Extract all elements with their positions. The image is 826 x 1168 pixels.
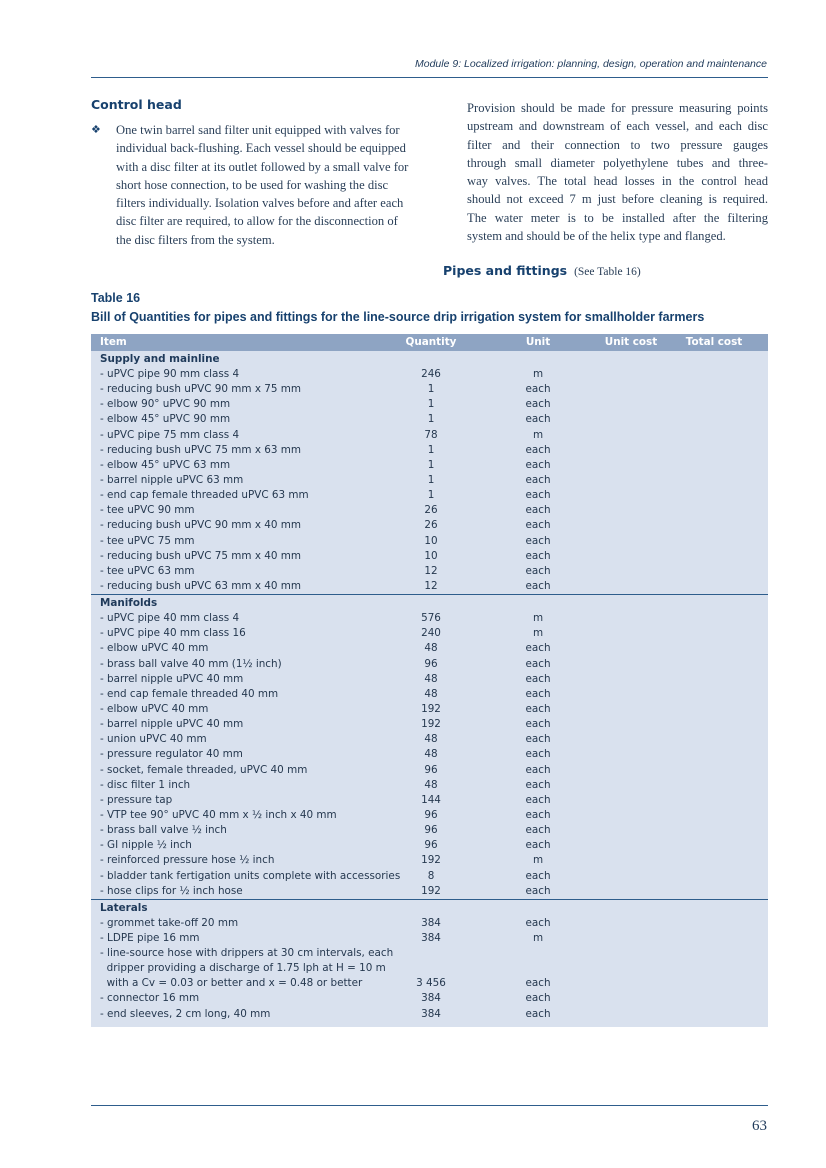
table-row [91,838,768,853]
table-row [91,778,768,793]
cell-unit: each [525,383,551,396]
cell-quantity: 10 [424,549,438,562]
cell-item: - end sleeves, 2 cm long, 40 mm [100,1007,271,1020]
table-row [91,853,768,868]
bullet-line: the disc filters from the system. [116,232,275,247]
cell-item: - bladder tank fertigation units complete with accessories [100,869,401,882]
table-row [91,397,768,412]
cell-item: dripper providing a discharge of 1.75 lph at H = 10 m [100,962,386,975]
table-row [91,657,768,672]
cell-unit: each [525,687,551,700]
cell-unit: each [525,839,551,852]
cell-item: - grommet take-off 20 mm [100,916,239,929]
table-header [91,334,768,351]
cell-item: - barrel nipple uPVC 63 mm [100,473,244,486]
cell-item: - reducing bush uPVC 75 mm x 63 mm [100,443,302,456]
table-row [91,412,768,427]
cell-item: - barrel nipple uPVC 40 mm [100,718,244,731]
cell-item: - line-source hose with drippers at 30 cm intervals, each [100,947,394,960]
cell-quantity: 240 [421,627,441,640]
cell-quantity: 78 [424,428,438,441]
cell-item: - uPVC pipe 75 mm class 4 [100,428,240,441]
cell-item: - reducing bush uPVC 90 mm x 40 mm [100,519,302,532]
pressure-measuring-paragraph [467,99,768,245]
cell-quantity: 384 [421,992,441,1005]
table-row [91,549,768,564]
diamond-bullet-icon: ❖ [91,124,101,136]
bullet-text [116,121,418,249]
cell-quantity: 26 [424,519,438,532]
cell-item: - hose clips for ½ inch hose [100,884,243,897]
bill-of-quantities-table [91,334,768,1027]
table-row [91,884,768,899]
section-title: Supply and mainline [100,353,220,365]
cell-unit: each [525,884,551,897]
paragraph-line: upstream and downstream of each vessel, and each disc [467,119,768,134]
table-row [91,946,768,961]
cell-item: with a Cv = 0.03 or better and x = 0.48 or better [100,977,363,990]
cell-unit: each [525,579,551,592]
cell-unit: m [532,368,544,380]
control-head-heading: Control head [91,97,182,112]
cell-unit: each [525,489,551,502]
footer-rule [91,1105,768,1106]
cell-item: - elbow uPVC 40 mm [100,702,209,715]
cell-quantity: 10 [424,534,438,547]
table-row [91,641,768,656]
table-row [91,428,768,443]
paragraph-line: Provision should be made for pressure measuring points [467,101,768,115]
cell-unit: each [525,534,551,547]
cell-quantity: 192 [421,854,441,867]
cell-item: - union uPVC 40 mm [100,733,207,746]
bullet-line: disc filter are required, to allow for the disconnection of [116,214,398,229]
cell-unit: each [525,916,551,929]
cell-item: - elbow 45° uPVC 63 mm [100,458,231,471]
table-row [91,793,768,808]
cell-item: - VTP tee 90° uPVC 40 mm x ½ inch x 40 mm [100,808,337,821]
cell-quantity: 8 [427,869,435,882]
cell-unit: m [532,931,544,944]
bullet-line: with a disc filter at its outlet followed by a small valve for [116,159,409,174]
cell-item: - pressure regulator 40 mm [100,748,243,761]
cell-item: - LDPE pipe 16 mm [100,931,200,944]
cell-item: - end cap female threaded uPVC 63 mm [100,489,309,502]
running-header: Module 9: Localized irrigation: planning, design, operation and maintenance [415,58,767,70]
cell-unit: each [525,702,551,715]
cell-unit: each [525,473,551,486]
cell-quantity: 96 [424,839,438,852]
table-row [91,717,768,732]
table-row [91,702,768,717]
pipes-heading-title: Pipes and fittings [443,263,568,278]
cell-item: - reducing bush uPVC 63 mm x 40 mm [100,579,302,592]
table-row [91,473,768,488]
paragraph-line: system and should be of the helix type and flanged. [467,229,726,244]
header-unit-cost: Unit cost [604,336,658,348]
cell-unit: each [525,657,551,670]
header-rule [91,77,768,78]
cell-quantity: 192 [421,702,441,715]
cell-unit: each [525,824,551,837]
header-quantity: Quantity [405,336,457,348]
cell-unit: each [525,549,551,562]
pipes-heading-ref: (See Table 16) [574,266,641,278]
cell-unit: each [525,413,551,426]
table-row [91,823,768,838]
cell-unit: each [525,869,551,882]
cell-unit: m [532,627,544,640]
cell-item: - connector 16 mm [100,992,200,1005]
cell-quantity: 48 [424,748,438,761]
cell-item: - brass ball valve 40 mm (1½ inch) [100,657,282,670]
cell-quantity: 1 [427,489,435,502]
table-row [91,443,768,458]
cell-unit: each [525,793,551,806]
cell-unit: m [532,428,544,441]
cell-unit: each [525,519,551,532]
cell-unit: each [525,763,551,776]
cell-quantity: 1 [427,413,435,426]
table-row [91,367,768,382]
table-row [91,611,768,626]
cell-quantity: 1 [427,458,435,471]
cell-item: - disc filter 1 inch [100,778,191,791]
table-caption: Bill of Quantities for pipes and fittings for the line-source drip irrigation system for smallholder farmers [91,310,705,324]
cell-unit: each [525,458,551,471]
table-section [91,351,768,594]
bullet-line: individual back-flushing. Each vessel should be equipped [116,141,406,156]
table-row [91,931,768,946]
header-total-cost: Total cost [685,336,743,348]
cell-unit: each [525,808,551,821]
cell-quantity: 48 [424,672,438,685]
table-row [91,1007,768,1022]
cell-quantity: 12 [424,579,438,592]
paragraph-line: through small diameter polyethylene tubes and three- [467,155,768,170]
paragraph-line: way valves. The total head losses in the control head [467,174,768,189]
cell-item: - reinforced pressure hose ½ inch [100,854,275,867]
bullet-line: short hose connection, to be used for washing the disc [116,177,389,192]
cell-unit: each [525,733,551,746]
cell-item: - elbow uPVC 40 mm [100,642,209,655]
table-row [91,458,768,473]
pipes-heading [443,263,641,278]
cell-unit: each [525,504,551,517]
table-row [91,747,768,762]
cell-unit: each [525,1007,551,1020]
table-row [91,763,768,778]
table-row [91,626,768,641]
table-row [91,976,768,991]
table-row [91,808,768,823]
cell-unit: each [525,672,551,685]
cell-quantity: 246 [421,368,441,380]
bullet-line: filters individually. Isolation valves before and after each [116,196,404,211]
bullet-line: One twin barrel sand filter unit equipped with valves for [116,123,400,137]
cell-item: - tee uPVC 75 mm [100,534,195,547]
cell-item: - end cap female threaded 40 mm [100,687,279,700]
cell-item: - tee uPVC 90 mm [100,504,195,517]
page-number: 63 [752,1118,767,1134]
cell-quantity: 1 [427,383,435,396]
table-section [91,899,768,1022]
cell-item: - uPVC pipe 40 mm class 16 [100,627,246,640]
table-row [91,687,768,702]
table-row [91,916,768,931]
cell-unit: each [525,642,551,655]
cell-unit: each [525,443,551,456]
cell-quantity: 12 [424,564,438,577]
table-row [91,991,768,1006]
cell-item: - brass ball valve ½ inch [100,824,227,837]
cell-quantity: 96 [424,763,438,776]
cell-unit: each [525,778,551,791]
cell-unit: m [532,854,544,867]
cell-quantity: 3 456 [416,977,446,990]
cell-unit: each [525,398,551,411]
table-row [91,534,768,549]
table-section [91,594,768,899]
cell-quantity: 1 [427,443,435,456]
cell-unit: each [525,748,551,761]
header-item: Item [100,336,127,348]
cell-quantity: 384 [421,931,441,944]
table-row [91,732,768,747]
cell-item: - uPVC pipe 90 mm class 4 [100,368,240,380]
paragraph-line: The water meter is to be installed after the filtering [467,210,768,225]
cell-item: - elbow 45° uPVC 90 mm [100,413,231,426]
table-row [91,503,768,518]
cell-item: - uPVC pipe 40 mm class 4 [100,612,240,625]
cell-quantity: 96 [424,808,438,821]
cell-unit: each [525,718,551,731]
cell-quantity: 96 [424,824,438,837]
cell-quantity: 48 [424,733,438,746]
cell-quantity: 48 [424,778,438,791]
cell-unit: m [532,612,544,625]
section-title: Manifolds [100,597,158,610]
table-row [91,579,768,594]
cell-quantity: 192 [421,718,441,731]
cell-item: - reducing bush uPVC 75 mm x 40 mm [100,549,302,562]
cell-item: - GI nipple ½ inch [100,839,192,852]
cell-quantity: 384 [421,916,441,929]
table-row [91,961,768,976]
right-column [467,99,768,245]
table-row [91,518,768,533]
cell-quantity: 144 [421,793,441,806]
table-label: Table 16 [91,291,141,305]
cell-quantity: 48 [424,642,438,655]
cell-item: - reducing bush uPVC 90 mm x 75 mm [100,383,302,396]
table-row [91,869,768,884]
cell-quantity: 48 [424,687,438,700]
cell-quantity: 96 [424,657,438,670]
cell-quantity: 192 [421,884,441,897]
paragraph-line: should not exceed 7 m just before cleaning is required. [467,192,768,207]
cell-item: - barrel nipple uPVC 40 mm [100,672,244,685]
cell-item: - tee uPVC 63 mm [100,564,195,577]
cell-quantity: 26 [424,504,438,517]
cell-item: - socket, female threaded, uPVC 40 mm [100,763,308,776]
cell-quantity: 1 [427,398,435,411]
cell-unit: each [525,564,551,577]
cell-item: - pressure tap [100,793,173,806]
cell-unit: each [525,977,551,990]
table-row [91,672,768,687]
cell-quantity: 576 [421,612,441,625]
bullet-item [91,121,418,249]
cell-unit: each [525,992,551,1005]
cell-quantity: 1 [427,473,435,486]
left-column [91,97,418,249]
table-row [91,382,768,397]
section-title: Laterals [100,901,148,914]
table-row [91,564,768,579]
table-body [91,351,768,1022]
header-unit: Unit [525,336,551,348]
cell-item: - elbow 90° uPVC 90 mm [100,398,231,411]
table-row [91,488,768,503]
paragraph-line: filter and their connection to two pressure gauges [467,137,768,152]
cell-quantity: 384 [421,1007,441,1020]
